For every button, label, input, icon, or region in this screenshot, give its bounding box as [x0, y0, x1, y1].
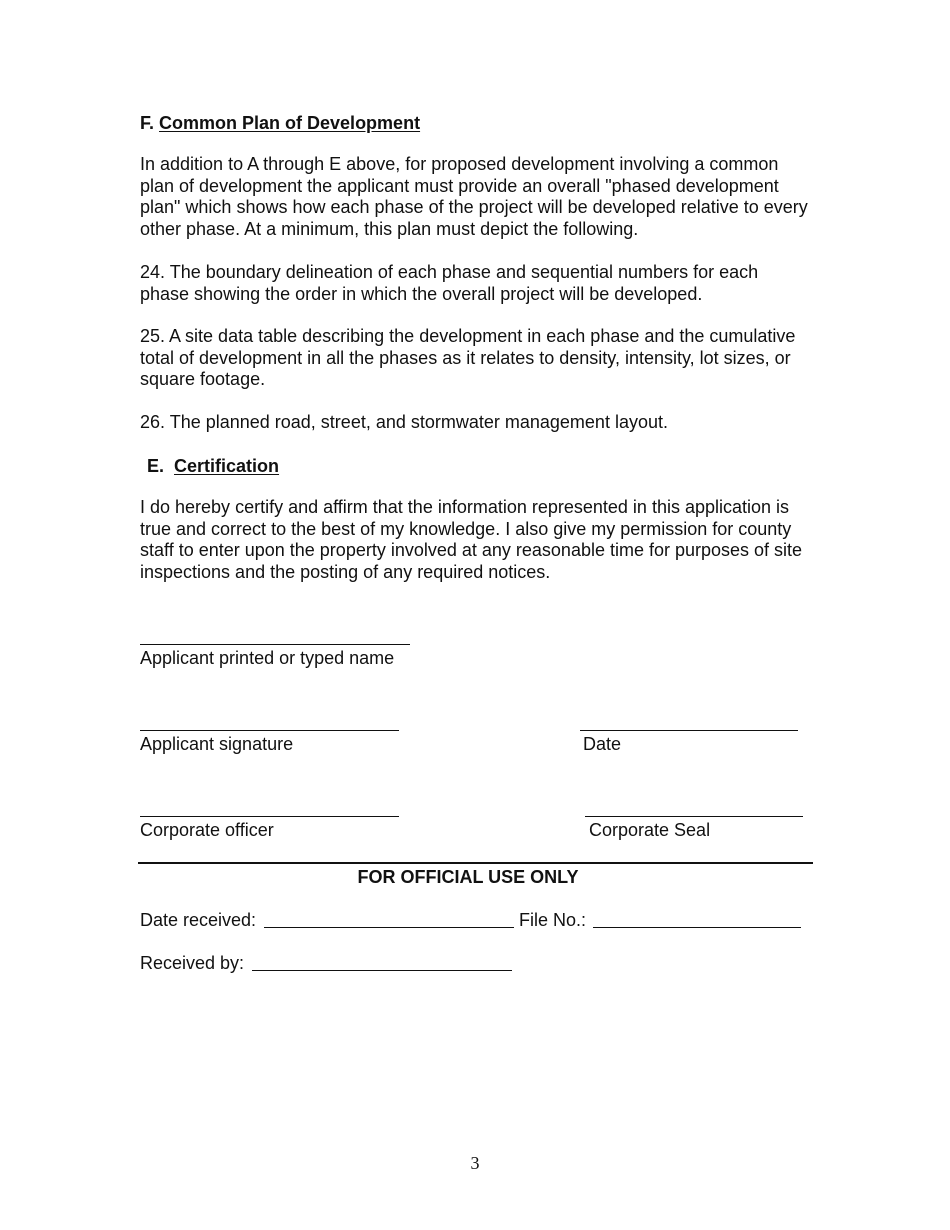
section-e-prefix: E. [147, 456, 165, 476]
section-f-title: Common Plan of Development [159, 113, 421, 133]
section-f-prefix: F. [140, 113, 155, 133]
corporate-seal-line[interactable] [585, 816, 803, 817]
official-use-divider [138, 862, 813, 864]
section-e-title: Certification [174, 456, 280, 476]
signature-line[interactable] [140, 730, 399, 731]
corporate-officer-line[interactable] [140, 816, 399, 817]
date-line[interactable] [580, 730, 798, 731]
file-no-label: File No.: [519, 910, 587, 930]
printed-name-label: Applicant printed or typed name [140, 648, 395, 668]
received-by-line[interactable] [252, 970, 512, 971]
page-number: 3 [470, 1153, 480, 1173]
date-received-line[interactable] [264, 927, 514, 928]
date-label: Date [583, 734, 622, 754]
section-e-heading [147, 455, 279, 477]
signature-label: Applicant signature [140, 734, 294, 754]
official-use-title: FOR OFFICIAL USE ONLY [357, 867, 579, 887]
date-received-label: Date received: [140, 910, 257, 930]
section-f-intro: In addition to A through E above, for proposed development involving a common plan of development the applicant must provide an overall "phased development plan" which shows how each phase of the project will be developed relative to every other phase. At a minimum, this plan must depict the following. [140, 154, 808, 239]
item-26: 26. The planned road, street, and stormwater management layout. [140, 412, 668, 432]
file-no-line[interactable] [593, 927, 801, 928]
received-by-label: Received by: [140, 953, 245, 973]
printed-name-line[interactable] [140, 644, 410, 645]
corporate-officer-label: Corporate officer [140, 820, 274, 840]
item-24: 24. The boundary delineation of each phase and sequential numbers for each phase showing the order in which the overall project will be developed. [140, 262, 759, 304]
certification-statement: I do hereby certify and affirm that the information represented in this application is true and correct to the best of my knowledge. I also give my permission for county staff to enter upon the property involved at any reasonable time for purposes of site inspections and the posting of any required notices. [140, 497, 803, 582]
item-25: 25. A site data table describing the development in each phase and the cumulative total of development in all the phases as it relates to density, intensity, lot sizes, or square footage. [140, 326, 796, 389]
section-f-heading [140, 112, 420, 134]
corporate-seal-label: Corporate Seal [589, 820, 711, 840]
